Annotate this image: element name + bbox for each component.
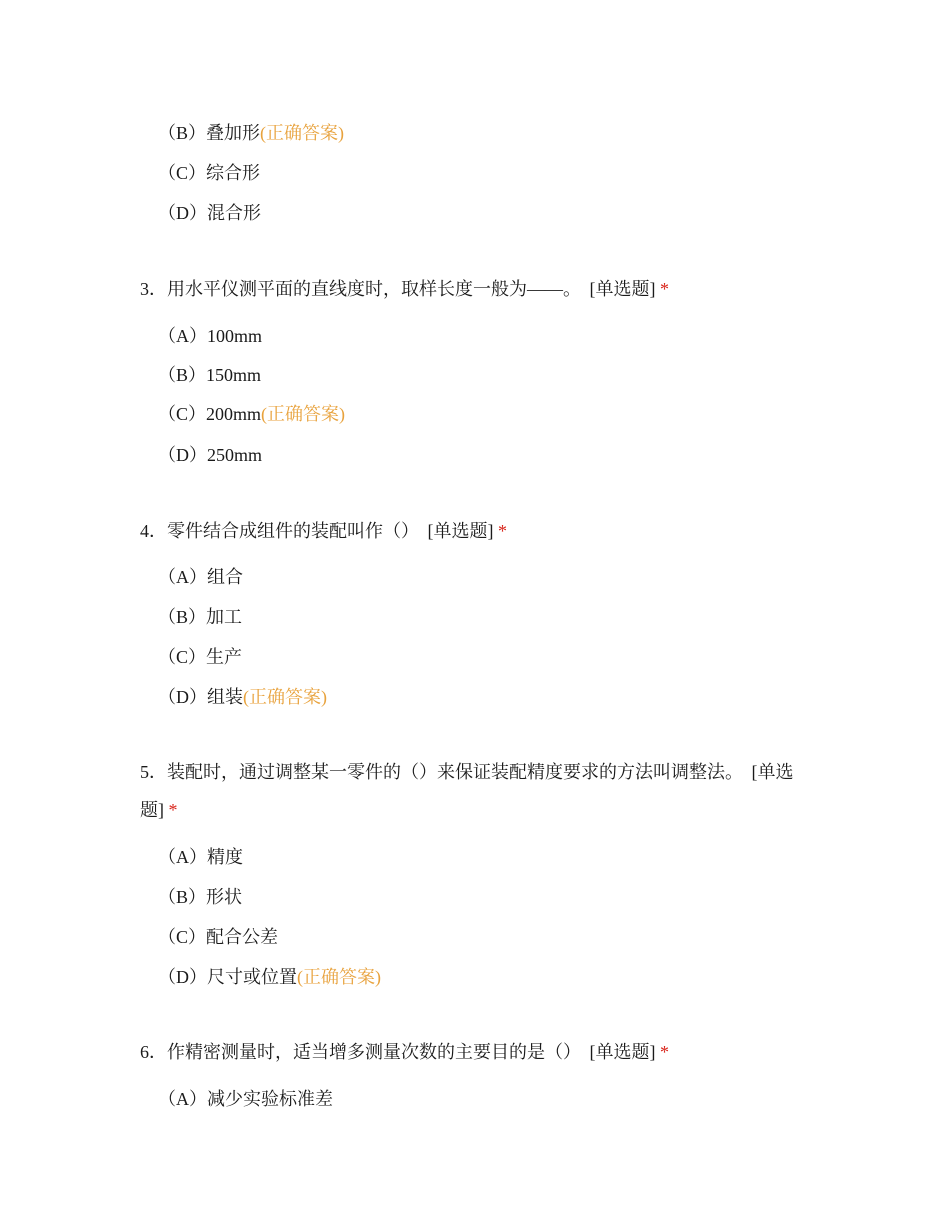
q4-option-d — [158, 685, 327, 709]
required-marker: * — [660, 279, 669, 299]
option-label: （A）精度 — [158, 847, 243, 867]
question-type: [单选题] — [427, 521, 494, 541]
q6-option-a — [158, 1087, 333, 1111]
option-label: （D）混合形 — [158, 203, 261, 223]
q5-option-a — [158, 845, 243, 869]
q5-option-b — [158, 885, 242, 909]
q4-option-c — [158, 645, 242, 669]
option-label: （B）形状 — [158, 887, 243, 907]
option-label: （D）组装 — [158, 687, 243, 707]
q4-option-b — [158, 605, 242, 629]
question-text: 5．装配时，通过调整某一零件的（）来保证装配精度要求的方法叫调整法。 — [140, 762, 743, 782]
option-label: （A）组合 — [158, 567, 243, 587]
question-5 — [140, 753, 800, 829]
question-text: 3．用水平仪测平面的直线度时，取样长度一般为——。 — [140, 279, 581, 299]
option-label: （D）250mm — [158, 445, 263, 465]
q2-option-d — [158, 201, 261, 225]
q5-option-c — [158, 925, 278, 949]
correct-answer-marker: (正确答案) — [243, 687, 327, 707]
required-marker: * — [660, 1042, 669, 1062]
question-type: [单选题] — [589, 1042, 656, 1062]
option-label: （A）100mm — [158, 326, 263, 346]
q2-option-c — [158, 161, 260, 185]
option-label: （A）减少实验标准差 — [158, 1089, 333, 1109]
option-label: （C）200mm — [158, 404, 262, 424]
question-text: 6．作精密测量时，适当增多测量次数的主要目的是（） — [140, 1042, 581, 1062]
question-3 — [140, 270, 800, 308]
correct-answer-marker: (正确答案) — [261, 404, 346, 424]
option-label: （D）尺寸或位置 — [158, 967, 297, 987]
option-label: （C）配合公差 — [158, 927, 279, 947]
option-label: （B）150mm — [158, 365, 262, 385]
q3-option-c — [158, 402, 345, 426]
correct-answer-marker: (正确答案) — [260, 123, 345, 143]
option-label: （C）生产 — [158, 647, 243, 667]
question-type: [单选题] — [589, 279, 656, 299]
option-label: （B）叠加形 — [158, 123, 261, 143]
q3-option-b — [158, 363, 261, 387]
q3-option-a — [158, 324, 262, 348]
q2-option-b — [158, 121, 344, 145]
question-6 — [140, 1033, 800, 1071]
option-label: （C）综合形 — [158, 163, 261, 183]
q4-option-a — [158, 565, 243, 589]
correct-answer-marker: (正确答案) — [297, 967, 381, 987]
question-type: [单选题] — [140, 762, 794, 820]
required-marker: * — [498, 521, 507, 541]
question-text: 4．零件结合成组件的装配叫作（） — [140, 521, 419, 541]
q5-option-d — [158, 965, 381, 989]
required-marker: * — [168, 800, 178, 820]
option-label: （B）加工 — [158, 607, 243, 627]
q3-option-d — [158, 443, 262, 467]
question-4 — [140, 512, 800, 550]
